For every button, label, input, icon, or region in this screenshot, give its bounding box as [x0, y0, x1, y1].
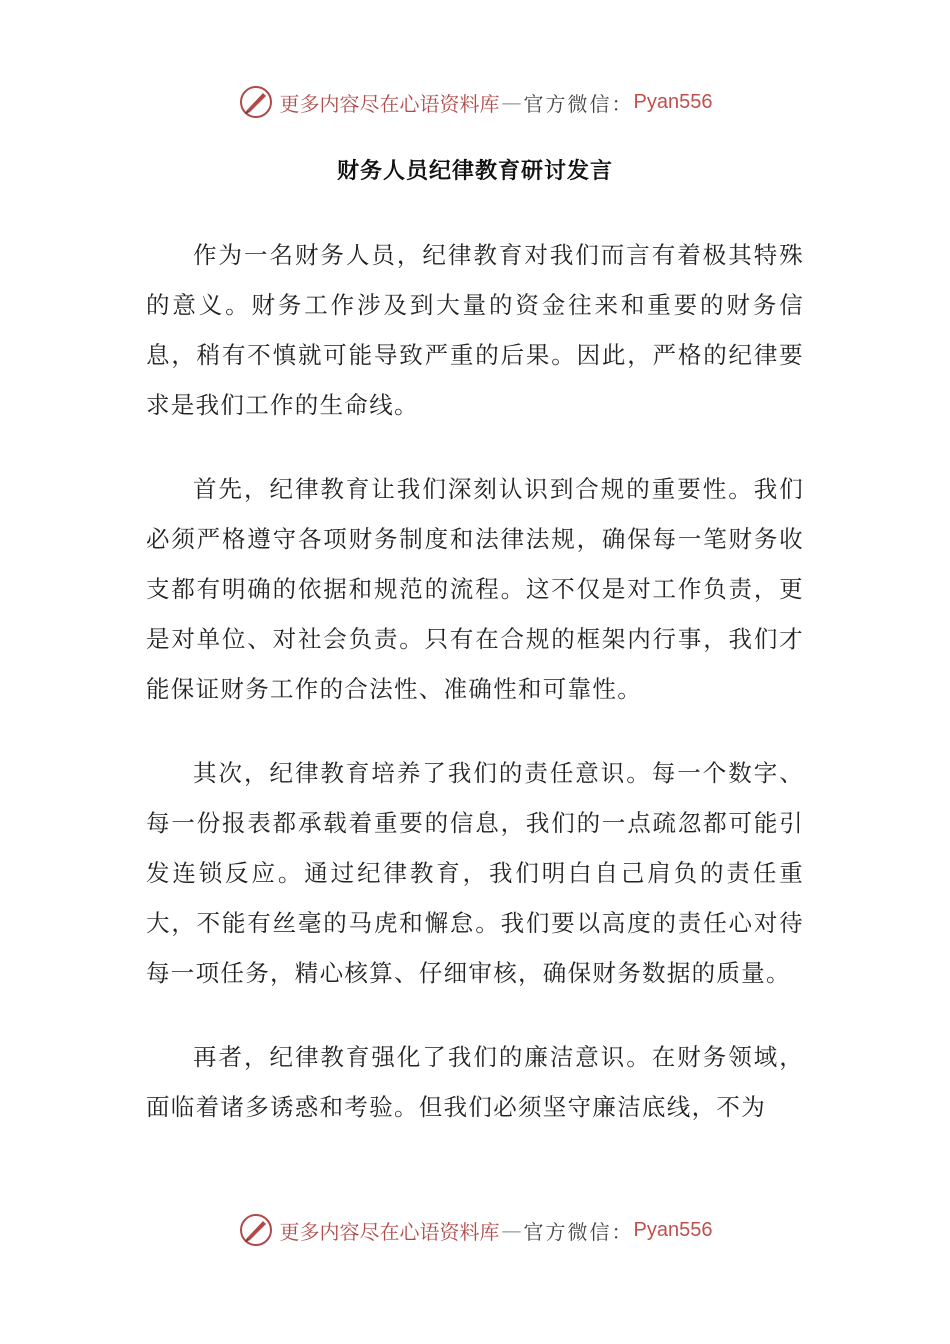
- banner-dash: —: [501, 1218, 522, 1242]
- document-title: 财务人员纪律教育研讨发言: [336, 159, 613, 184]
- paragraph: 作为一名财务人员，纪律教育对我们而言有着极其特殊的意义。财务工作涉及到大量的资金往来和重要的财务信息，稍有不慎就可能导致严重的后果。因此，严格的纪律要求是我们工作的生命线。: [146, 241, 804, 419]
- banner-dash: —: [501, 90, 522, 114]
- pen-logo-icon: [238, 84, 274, 120]
- pen-logo-icon: [238, 1212, 274, 1248]
- banner-main-text: 更多内容尽在心语资料库: [279, 91, 500, 116]
- document-body: [146, 230, 804, 1166]
- paragraph: 其次，纪律教育培养了我们的责任意识。每一个数字、每一份报表都承载着重要的信息，我们的一点疏忽都可能引发连锁反应。通过纪律教育，我们明白自己肩负的责任重大，不能有丝毫的马虎和懈怠。我们要以高度的责任心对待每一项任务，精心核算、仔细审核，确保财务数据的质量。: [146, 759, 804, 987]
- footer-banner: [0, 1210, 950, 1250]
- banner-handle: Pyan556: [633, 90, 713, 113]
- banner-sub-text: 官方微信：: [523, 1219, 634, 1244]
- header-banner: [0, 82, 950, 122]
- banner-main-text: 更多内容尽在心语资料库: [279, 1219, 500, 1244]
- banner-sub-text: 官方微信：: [523, 91, 634, 116]
- paragraph: 再者，纪律教育强化了我们的廉洁意识。在财务领域，面临着诸多诱惑和考验。但我们必须坚守廉洁底线，不为: [146, 1043, 804, 1121]
- banner-handle: Pyan556: [633, 1218, 713, 1241]
- paragraph: 首先，纪律教育让我们深刻认识到合规的重要性。我们必须严格遵守各项财务制度和法律法规，确保每一笔财务收支都有明确的依据和规范的流程。这不仅是对工作负责，更是对单位、对社会负责。只有在合规的框架内行事，我们才能保证财务工作的合法性、准确性和可靠性。: [146, 475, 804, 703]
